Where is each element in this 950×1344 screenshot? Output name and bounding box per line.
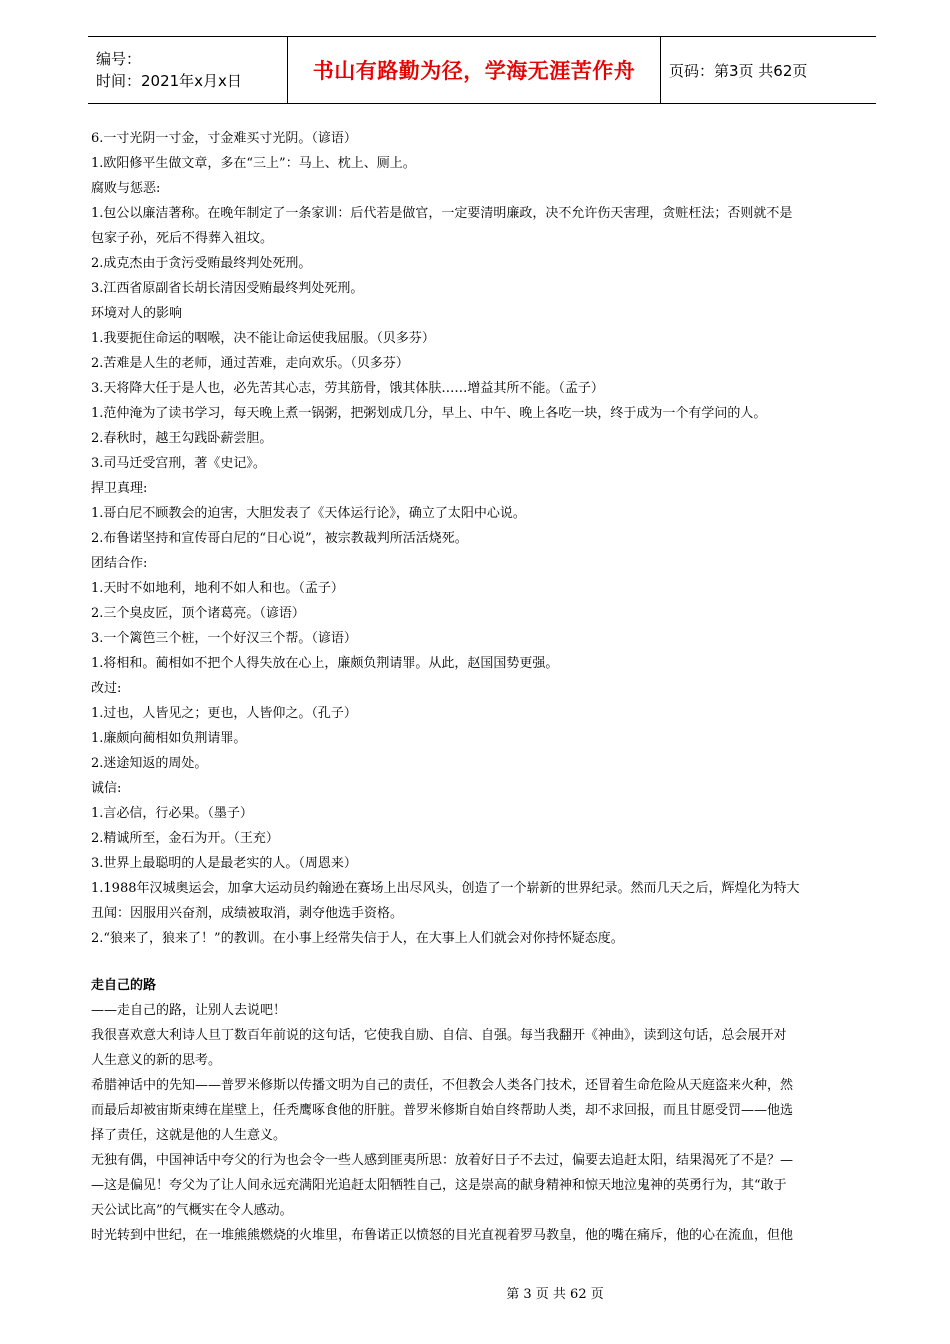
text-line: 2.迷途知返的周处。: [91, 756, 208, 771]
text-line: 3.一个篱笆三个桩，一个好汉三个帮。（谚语）: [91, 631, 357, 646]
text-line: 改过:: [91, 681, 122, 696]
essay-body: [91, 998, 873, 1248]
page-footer: 第 3 页 共 62 页: [506, 1287, 604, 1302]
header-page-number: 页码：第3页 共62页: [669, 61, 808, 80]
text-line: 1.将相和。蔺相如不把个人得失放在心上，廉颇负荆请罪。从此，赵国国势更强。: [91, 656, 559, 671]
text-line: 1.范仲淹为了读书学习，每天晚上煮一锅粥，把粥划成几分，早上、中午、晚上各吃一块，终于成为一个有学问的人。: [91, 406, 767, 421]
text-line: 2.精诚所至，金石为开。（王充）: [91, 831, 279, 846]
text-line: 6.一寸光阴一寸金，寸金难买寸光阴。（谚语）: [91, 131, 357, 146]
text-line: 1.我要扼住命运的咽喉，决不能让命运使我屈服。（贝多芬）: [91, 331, 435, 346]
text-line: 天公试比高”的气概实在令人感动。: [91, 1203, 293, 1218]
text-line: 3.世界上最聪明的人是最老实的人。（周恩来）: [91, 856, 357, 871]
text-line: 1.欧阳修平生做文章，多在“三上”：马上、枕上、厕上。: [91, 156, 416, 171]
text-line: 1.过也，人皆见之；更也，人皆仰之。（孔子）: [91, 706, 357, 721]
text-line: 包家子孙，死后不得葬入祖坟。: [91, 231, 274, 246]
text-line: 择了责任，这就是他的人生意义。: [91, 1128, 287, 1143]
text-line: 2.三个臭皮匠，顶个诸葛亮。（谚语）: [91, 606, 305, 621]
text-line: 无独有偶，中国神话中夸父的行为也会令一些人感到匪夷所思：放着好日子不去过，偏要去追赶太阳，结果渴死了不是？—: [91, 1153, 794, 1168]
text-line: 1.天时不如地利，地利不如人和也。（孟子）: [91, 581, 344, 596]
header-page-cell: [661, 37, 876, 103]
text-line: 3.江西省原副省长胡长清因受贿最终判处死刑。: [91, 281, 364, 296]
text-line: 而最后却被宙斯束缚在崖壁上，任秃鹰啄食他的肝脏。普罗米修斯自始自终帮助人类，却不求回报，而且甘愿受罚——他选: [91, 1103, 794, 1118]
text-line: 1.1988年汉城奥运会，加拿大运动员约翰逊在赛场上出尽风头，创造了一个崭新的世界纪录。然而几天之后，辉煌化为特大: [91, 881, 800, 896]
text-line: 希腊神话中的先知——普罗米修斯以传播文明为自己的责任，不但教会人类各门技术，还冒着生命危险从天庭盗来火种，然: [91, 1078, 794, 1093]
header-meta: [88, 37, 287, 103]
text-line: 丑闻：因服用兴奋剂，成绩被取消，剥夺他选手资格。: [91, 906, 404, 921]
text-line: 1.廉颇向蔺相如负荆请罪。: [91, 731, 247, 746]
text-line: 2.成克杰由于贪污受贿最终判处死刑。: [91, 256, 312, 271]
text-line: 2.“狼来了，狼来了！”的教训。在小事上经常失信于人，在大事上人们就会对你持怀疑态度。: [91, 931, 624, 946]
text-line: 1.哥白尼不顾教会的迫害，大胆发表了《天体运行论》，确立了太阳中心说。: [91, 506, 526, 521]
header-motto-cell: [287, 37, 661, 103]
document-number: 编号：: [96, 50, 142, 68]
text-line: 人生意义的新的思考。: [91, 1053, 222, 1068]
text-line: 团结合作:: [91, 556, 148, 571]
essay-title: 走自己的路: [91, 978, 157, 993]
text-line: 腐败与惩恶:: [91, 181, 161, 196]
text-line: 时光转到中世纪，在一堆熊熊燃烧的火堆里，布鲁诺正以愤怒的目光直视着罗马教皇，他的嘴在痛斥，他的心在流血，但他: [91, 1228, 794, 1243]
text-line: 1.包公以廉洁著称。在晚年制定了一条家训：后代若是做官，一定要清明廉政，决不允许伤天害理，贪赃枉法；否则就不是: [91, 206, 793, 221]
text-line: 3.司马迁受宫刑，著《史记》。: [91, 456, 266, 471]
text-line: 诚信:: [91, 781, 122, 796]
text-line: 1.言必信，行必果。（墨子）: [91, 806, 253, 821]
text-line: —这是偏见！夸父为了让人间永远充满阳光追赶太阳牺牲自己，这是崇高的献身精神和惊天地泣鬼神的英勇行为，其“敢于: [91, 1178, 787, 1193]
header-motto: 书山有路勤为径，学海无涯苦作舟: [312, 59, 636, 83]
page-header: [88, 36, 876, 104]
text-line: 2.布鲁诺坚持和宣传哥白尼的“日心说”，被宗教裁判所活活烧死。: [91, 531, 468, 546]
text-line: ——走自己的路，让别人去说吧！: [91, 1003, 287, 1018]
text-line: 我很喜欢意大利诗人旦丁数百年前说的这句话，它使我自励、自信、自强。每当我翻开《神曲》，读到这句话，总会展开对: [91, 1028, 787, 1043]
text-line: 2.春秋时，越王勾践卧薪尝胆。: [91, 431, 273, 446]
quote-list: [91, 126, 873, 951]
text-line: 2.苦难是人生的老师，通过苦难，走向欢乐。（贝多芬）: [91, 356, 409, 371]
text-line: 环境对人的影响: [91, 306, 183, 321]
document-body: [91, 126, 873, 1248]
text-line: 捍卫真理:: [91, 481, 148, 496]
document-date: 时间：2021年x月x日: [96, 72, 242, 90]
text-line: 3.天将降大任于是人也，必先苦其心志，劳其筋骨，饿其体肤……增益其所不能。（孟子）: [91, 381, 604, 396]
